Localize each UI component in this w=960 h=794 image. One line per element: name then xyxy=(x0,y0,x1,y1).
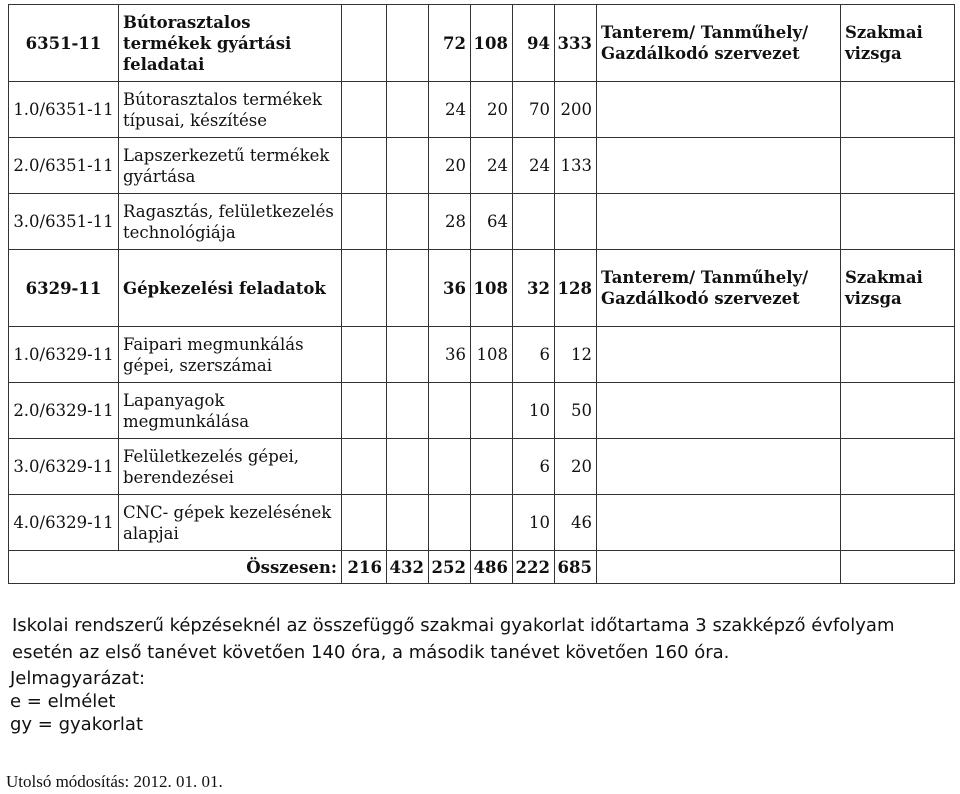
empty-cell xyxy=(597,138,841,194)
empty-cell xyxy=(387,250,429,327)
empty-cell xyxy=(342,327,387,383)
hours-cell: 24 xyxy=(513,138,555,194)
subject-row xyxy=(9,194,955,250)
empty-cell xyxy=(9,551,119,584)
legend xyxy=(10,667,145,736)
module-title: Gépkezelési feladatok xyxy=(119,250,342,327)
hours-cell xyxy=(429,383,471,439)
hours-cell: 133 xyxy=(555,138,597,194)
subject-title: Felületkezelés gépei, berendezései xyxy=(119,439,342,495)
hours-cell: 70 xyxy=(513,82,555,138)
hours-cell: 333 xyxy=(555,5,597,82)
location-cell: Tanterem/ Tanműhely/ Gazdálkodó szervezet xyxy=(597,250,841,327)
subject-row xyxy=(9,383,955,439)
empty-cell xyxy=(387,5,429,82)
hours-cell: 12 xyxy=(555,327,597,383)
empty-cell xyxy=(342,5,387,82)
hours-cell: 108 xyxy=(471,250,513,327)
hours-cell: 128 xyxy=(555,250,597,327)
hours-cell xyxy=(555,194,597,250)
empty-cell xyxy=(597,82,841,138)
empty-cell xyxy=(387,439,429,495)
subject-code: 3.0/6351-11 xyxy=(9,194,119,250)
empty-cell xyxy=(841,194,955,250)
hours-cell: 20 xyxy=(429,138,471,194)
hours-cell xyxy=(471,495,513,551)
empty-cell xyxy=(597,383,841,439)
total-cell: 432 xyxy=(387,551,429,584)
empty-cell xyxy=(342,194,387,250)
empty-cell xyxy=(841,439,955,495)
hours-cell: 24 xyxy=(429,82,471,138)
empty-cell xyxy=(342,138,387,194)
hours-cell xyxy=(471,383,513,439)
subject-row xyxy=(9,138,955,194)
module-title: Bútorasztalos termékek gyártási feladatai xyxy=(119,5,342,82)
empty-cell xyxy=(387,194,429,250)
hours-cell: 24 xyxy=(471,138,513,194)
hours-cell: 46 xyxy=(555,495,597,551)
empty-cell xyxy=(342,439,387,495)
empty-cell xyxy=(597,194,841,250)
hours-cell: 108 xyxy=(471,327,513,383)
subject-code: 2.0/6351-11 xyxy=(9,138,119,194)
subject-title: Lapszerkezetű termékek gyártása xyxy=(119,138,342,194)
hours-cell: 50 xyxy=(555,383,597,439)
hours-cell xyxy=(429,495,471,551)
subject-code: 2.0/6329-11 xyxy=(9,383,119,439)
practice-note xyxy=(12,612,956,666)
total-row xyxy=(9,551,955,584)
hours-cell xyxy=(471,439,513,495)
subject-title: Bútorasztalos termékek típusai, készítése xyxy=(119,82,342,138)
subject-code: 4.0/6329-11 xyxy=(9,495,119,551)
empty-cell xyxy=(342,495,387,551)
module-row xyxy=(9,5,955,82)
subject-row xyxy=(9,439,955,495)
subject-code: 1.0/6329-11 xyxy=(9,327,119,383)
empty-cell xyxy=(597,551,841,584)
empty-cell xyxy=(841,138,955,194)
hours-cell: 64 xyxy=(471,194,513,250)
total-cell: 486 xyxy=(471,551,513,584)
hours-cell: 10 xyxy=(513,495,555,551)
subject-code: 1.0/6351-11 xyxy=(9,82,119,138)
empty-cell xyxy=(597,495,841,551)
empty-cell xyxy=(597,327,841,383)
legend-item: gy = gyakorlat xyxy=(10,714,143,735)
empty-cell xyxy=(841,551,955,584)
empty-cell xyxy=(597,439,841,495)
subject-code: 3.0/6329-11 xyxy=(9,439,119,495)
hours-cell: 32 xyxy=(513,250,555,327)
legend-item: e = elmélet xyxy=(10,691,116,712)
hours-cell xyxy=(429,439,471,495)
subject-title: CNC- gépek kezelésének alapjai xyxy=(119,495,342,551)
empty-cell xyxy=(342,383,387,439)
subject-title: Ragasztás, felületkezelés technológiája xyxy=(119,194,342,250)
empty-cell xyxy=(841,82,955,138)
empty-cell xyxy=(841,383,955,439)
module-code: 6351-11 xyxy=(9,5,119,82)
hours-cell: 72 xyxy=(429,5,471,82)
empty-cell xyxy=(387,495,429,551)
hours-cell: 6 xyxy=(513,439,555,495)
hours-cell xyxy=(513,194,555,250)
empty-cell xyxy=(841,327,955,383)
subject-row xyxy=(9,82,955,138)
total-cell: 685 xyxy=(555,551,597,584)
empty-cell xyxy=(387,138,429,194)
subject-row xyxy=(9,495,955,551)
empty-cell xyxy=(387,327,429,383)
empty-cell xyxy=(387,383,429,439)
exam-cell: Szakmai vizsga xyxy=(841,5,955,82)
hours-cell: 108 xyxy=(471,5,513,82)
last-modified: Utolsó módosítás: 2012. 01. 01. xyxy=(6,772,223,791)
total-cell: 222 xyxy=(513,551,555,584)
total-cell: 216 xyxy=(342,551,387,584)
curriculum-table xyxy=(8,4,955,584)
empty-cell xyxy=(342,82,387,138)
hours-cell: 36 xyxy=(429,250,471,327)
hours-cell: 20 xyxy=(471,82,513,138)
subject-row xyxy=(9,327,955,383)
module-row xyxy=(9,250,955,327)
hours-cell: 10 xyxy=(513,383,555,439)
empty-cell xyxy=(841,495,955,551)
hours-cell: 36 xyxy=(429,327,471,383)
hours-cell: 28 xyxy=(429,194,471,250)
hours-cell: 200 xyxy=(555,82,597,138)
hours-cell: 6 xyxy=(513,327,555,383)
module-code: 6329-11 xyxy=(9,250,119,327)
total-label: Összesen: xyxy=(119,551,342,584)
practice-note-text: Iskolai rendszerű képzéseknél az összefüggő szakmai gyakorlat időtartama 3 szakképző évfolyam esetén az első tanévet követően 140 óra, a második tanévet követően 160 óra. xyxy=(12,615,895,663)
hours-cell: 94 xyxy=(513,5,555,82)
total-cell: 252 xyxy=(429,551,471,584)
empty-cell xyxy=(342,250,387,327)
legend-title: Jelmagyarázat: xyxy=(10,668,146,689)
subject-title: Faipari megmunkálás gépei, szerszámai xyxy=(119,327,342,383)
subject-title: Lapanyagok megmunkálása xyxy=(119,383,342,439)
exam-cell: Szakmai vizsga xyxy=(841,250,955,327)
location-cell: Tanterem/ Tanműhely/ Gazdálkodó szervezet xyxy=(597,5,841,82)
empty-cell xyxy=(387,82,429,138)
hours-cell: 20 xyxy=(555,439,597,495)
